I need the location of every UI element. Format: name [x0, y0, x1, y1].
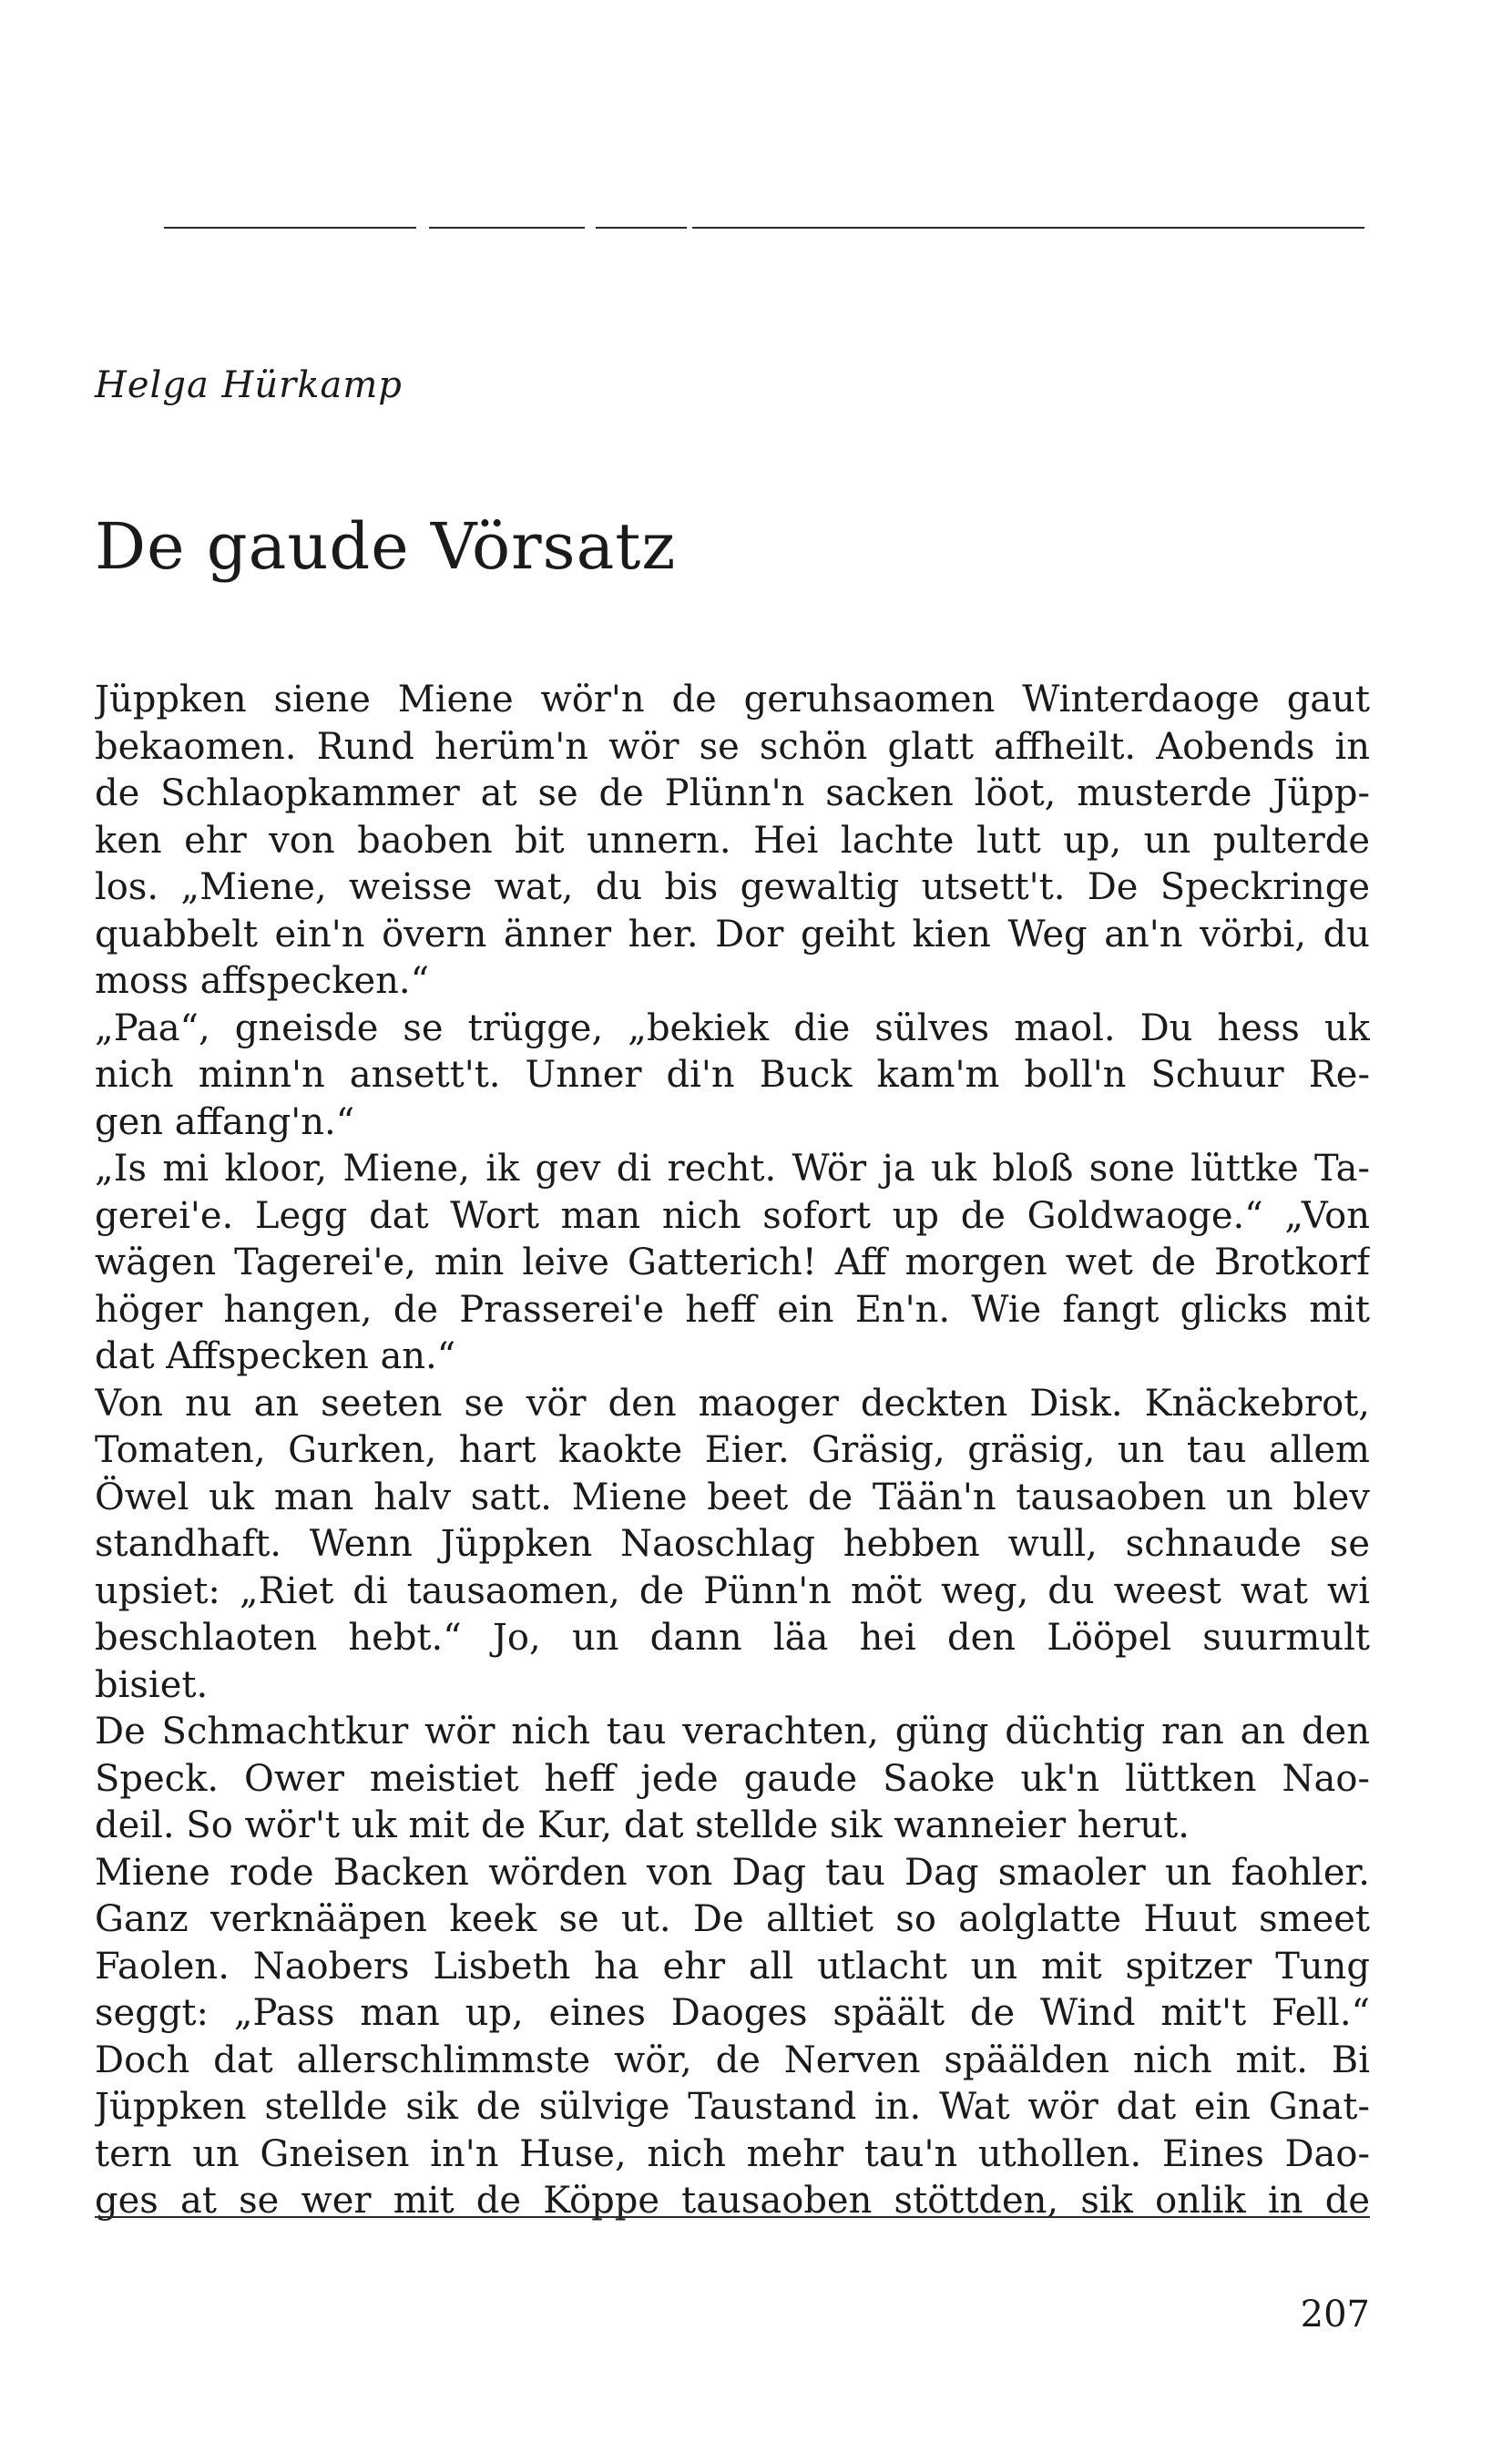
body-text: [95, 677, 1370, 2225]
text-line: Von nu an seeten se vör den maoger deckten Disk. Knäckebrot,: [95, 1382, 1370, 1425]
rule-gap: [585, 226, 588, 231]
text-line: Ganz verknääpen keek se ut. De alltiet so aolglatte Huut smeet: [95, 1898, 1370, 1940]
text-line: los. „Miene, weisse wat, du bis gewaltig utsett't. De Speckringe: [95, 866, 1370, 908]
text-line: ges at se wer mit de Köppe tausaoben stöttden, sik onlik in de: [95, 2180, 1370, 2222]
text-line: Öwel uk man halv satt. Miene beet de Tään'n tausaoben un blev: [95, 1476, 1370, 1518]
rule-gap: [687, 226, 692, 231]
text-line: wägen Tagerei'e, min leive Gatterich! Aff morgen wet de Brotkorf: [95, 1242, 1370, 1283]
text-line: Doch dat allerschlimmste wör, de Nerven späälden nich mit. Bi: [95, 2039, 1370, 2081]
text-line: deil. So wör't uk mit de Kur, dat stellde sik wanneier herut.: [95, 1804, 1190, 1846]
text-line: moss affspecken.“: [95, 960, 430, 1002]
text-line: dat Affspecken an.“: [95, 1335, 456, 1377]
page-title: De gaude Vörsatz: [95, 509, 677, 584]
header-rule: [164, 227, 1364, 229]
text-line: Jüppken stellde sik de sülvige Taustand in. Wat wör dat ein Gnat-: [95, 2086, 1370, 2128]
text-line: Faolen. Naobers Lisbeth ha ehr all utlacht un mit spitzer Tung: [95, 1945, 1370, 1988]
text-line: tern un Gneisen in'n Huse, nich mehr tau'n uthollen. Eines Dao-: [95, 2132, 1370, 2175]
text-line: De Schmachtkur wör nich tau verachten, güng düchtig ran an den: [95, 1711, 1370, 1753]
text-line: Speck. Ower meistiet heff jede gaude Saoke uk'n lüttken Nao-: [95, 1757, 1370, 1800]
text-line: nich minn'n ansett't. Unner di'n Buck kam'm boll'n Schuur Re-: [95, 1054, 1370, 1096]
text-line: standhaft. Wenn Jüppken Naoschlag hebben wull, schnaude se: [95, 1523, 1370, 1565]
rule-gap: [416, 226, 429, 231]
text-line: „Is mi kloor, Miene, ik gev di recht. Wör ja uk bloß sone lüttke Ta-: [95, 1148, 1370, 1190]
text-line: upsiet: „Riet di tausaomen, de Pünn'n möt weg, du weest wat wi: [95, 1569, 1370, 1612]
text-line: bekaomen. Rund herüm'n wör se schön glatt affheilt. Aobends in: [95, 725, 1370, 768]
footer-rule: [95, 2216, 1370, 2218]
text-line: Miene rode Backen wörden von Dag tau Dag smaoler un faohler.: [95, 1851, 1370, 1894]
text-line: gen affang'n.“: [95, 1100, 355, 1143]
text-line: de Schlaopkammer at se de Plünn'n sacken löot, musterde Jüpp-: [95, 772, 1370, 814]
page-number: 207: [1300, 2294, 1370, 2335]
text-line: gerei'e. Legg dat Wort man nich sofort up de Goldwaoge.“ „Von: [95, 1194, 1370, 1237]
text-line: seggt: „Pass man up, eines Daoges späält de Wind mit't Fell.“: [95, 1992, 1370, 2034]
text-line: ken ehr von baoben bit unnern. Hei lachte lutt up, un pulterde: [95, 819, 1370, 862]
text-line: „Paa“, gneisde se trügge, „bekiek die sülves maol. Du hess uk: [95, 1007, 1370, 1049]
text-line: Tomaten, Gurken, hart kaokte Eier. Gräsig, gräsig, un tau allem: [95, 1429, 1370, 1471]
text-line: quabbelt ein'n övern änner her. Dor geiht kien Weg an'n vörbi, du: [95, 913, 1370, 956]
text-line: höger hangen, de Prasserei'e heff ein En'n. Wie fangt glicks mit: [95, 1288, 1370, 1331]
text-line: Jüppken siene Miene wör'n de geruhsaomen Winterdaoge gaut: [95, 679, 1370, 721]
text-line: beschlaoten hebt.“ Jo, un dann läa hei den Lööpel suurmult: [95, 1617, 1370, 1659]
author-name: Helga Hürkamp: [95, 364, 403, 406]
text-line: bisiet.: [95, 1663, 209, 1706]
